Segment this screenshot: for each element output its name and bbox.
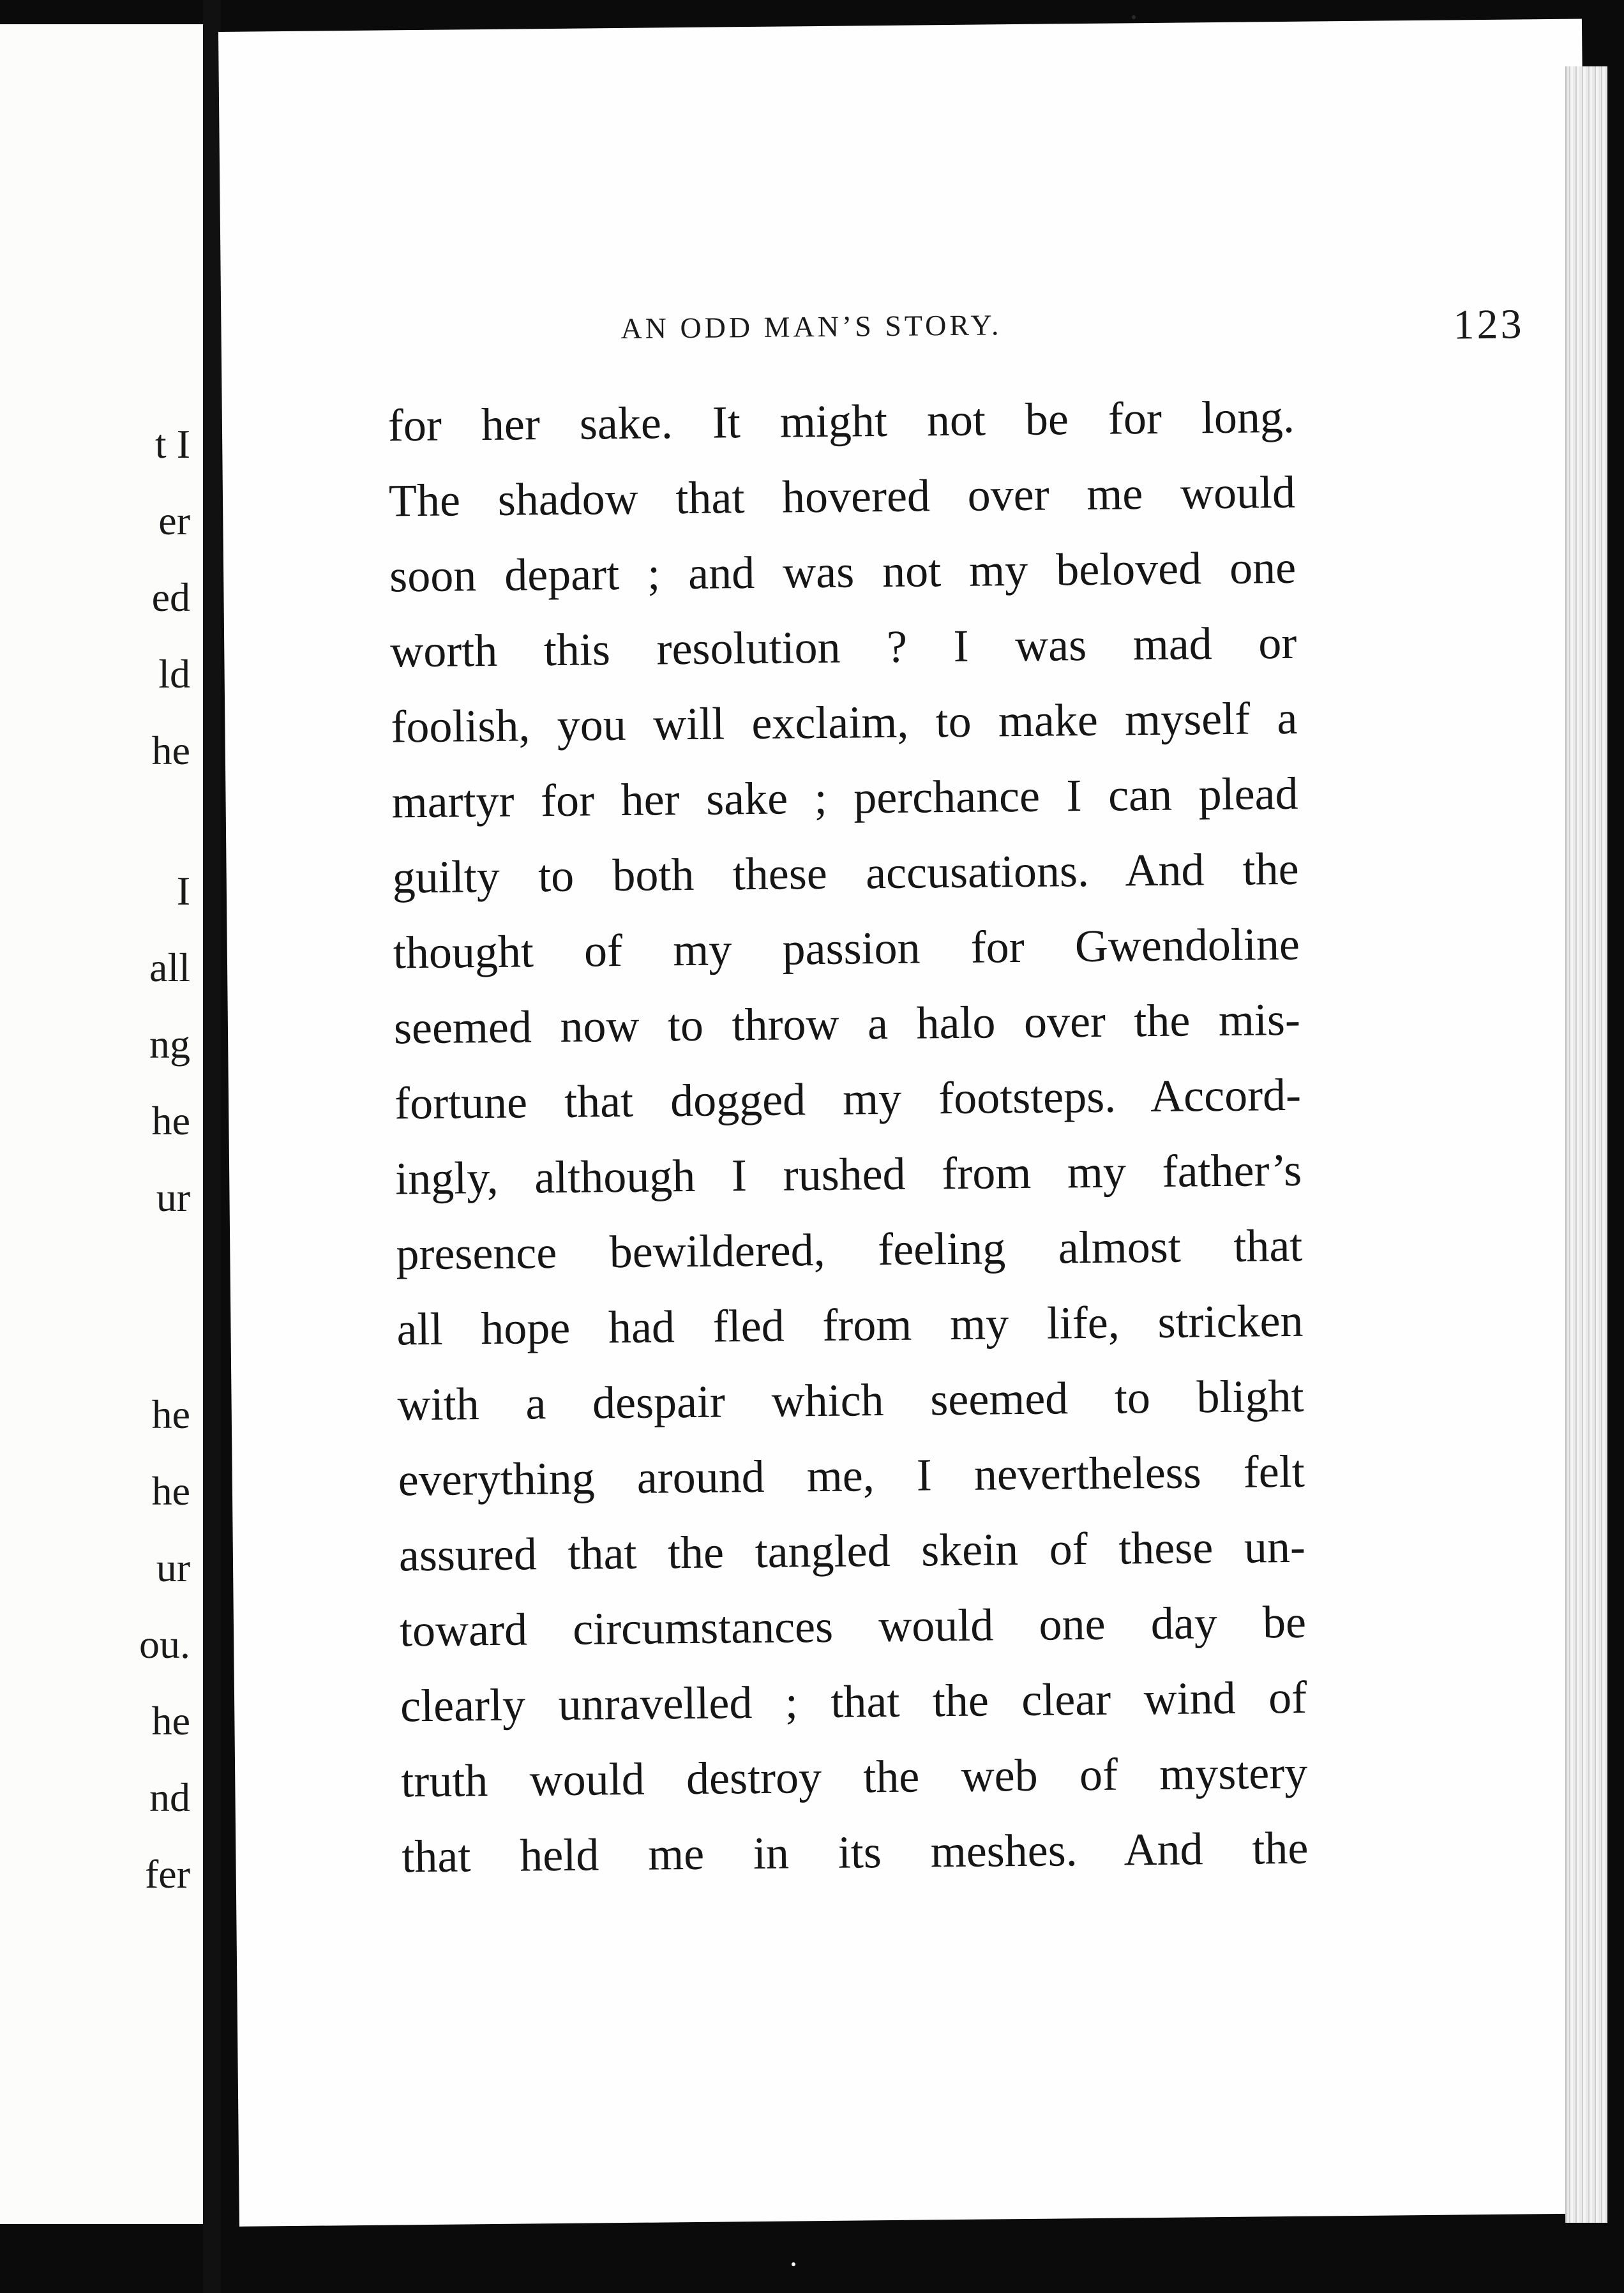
text-line: seemed now to throw a halo over the mis- <box>393 993 1301 1054</box>
text-line: all hope had fled from my life, stricken <box>396 1295 1304 1355</box>
left-page-line-fragment: ur <box>156 1175 190 1220</box>
left-page-line-fragment: all <box>149 945 190 990</box>
left-page-line-fragment: he <box>151 728 190 773</box>
text-line: assured that the tangled skein of these un- <box>398 1521 1306 1581</box>
text-line: fortune that dogged my footsteps. Accord- <box>394 1069 1302 1129</box>
text-line: ingly, although I rushed from my father’s <box>395 1144 1302 1205</box>
text-line: truth would destroy the web of mystery <box>400 1747 1308 1807</box>
left-page-line-fragment: ng <box>149 1021 190 1067</box>
left-page-line-fragment: he <box>151 1698 190 1743</box>
text-line: for her sake. It might not be for long. <box>387 391 1295 451</box>
text-line: toward circumstances would one day be <box>399 1596 1307 1657</box>
body-text <box>387 379 1309 1895</box>
left-page-line-fragment: ed <box>151 575 190 620</box>
running-head: AN ODD MAN’S STORY. <box>620 308 1002 345</box>
right-page <box>218 19 1603 2226</box>
text-line: with a despair which seemed to blight <box>397 1370 1304 1431</box>
left-page-line-fragment: ou. <box>139 1621 190 1667</box>
text-line: presence bewildered, feeling almost that <box>396 1219 1303 1280</box>
text-line: thought of my passion for Gwendoline <box>393 918 1300 979</box>
scan-speck <box>1132 15 1136 19</box>
text-line: foolish, you will exclaim, to make myself a <box>391 692 1298 753</box>
text-line: clearly unravelled ; that the clear wind of <box>400 1671 1307 1732</box>
page-edges <box>1565 66 1607 2223</box>
book-gutter <box>203 0 221 2293</box>
left-page-line-fragment: he <box>151 1098 190 1143</box>
page-number: 123 <box>1453 301 1524 349</box>
text-line: The shadow that hovered over me would <box>388 466 1296 527</box>
text-line: guilty to both these accusations. And the <box>392 843 1300 903</box>
left-page-line-fragment: ld <box>158 651 190 696</box>
text-line: martyr for her sake ; perchance I can plead <box>391 767 1298 828</box>
left-page-line-fragment: he <box>151 1468 190 1514</box>
left-page-line-fragment: t I <box>154 421 190 467</box>
left-page-line-fragment: er <box>158 498 190 543</box>
left-page-line-fragment: ur <box>156 1545 190 1590</box>
left-page-line-fragment: nd <box>149 1775 190 1820</box>
left-page-line-fragment: I <box>176 868 190 913</box>
left-page-line-fragment: he <box>151 1392 190 1437</box>
text-line: that held me in its meshes. And the <box>402 1822 1309 1883</box>
text-line: worth this resolution ? I was mad or <box>389 617 1297 677</box>
text-line: everything around me, I nevertheless felt <box>398 1445 1305 1506</box>
left-page-line-fragment: fer <box>144 1851 190 1897</box>
left-page <box>0 24 208 2224</box>
text-line: soon depart ; and was not my beloved one <box>389 541 1297 602</box>
scan-speck <box>792 2262 795 2266</box>
